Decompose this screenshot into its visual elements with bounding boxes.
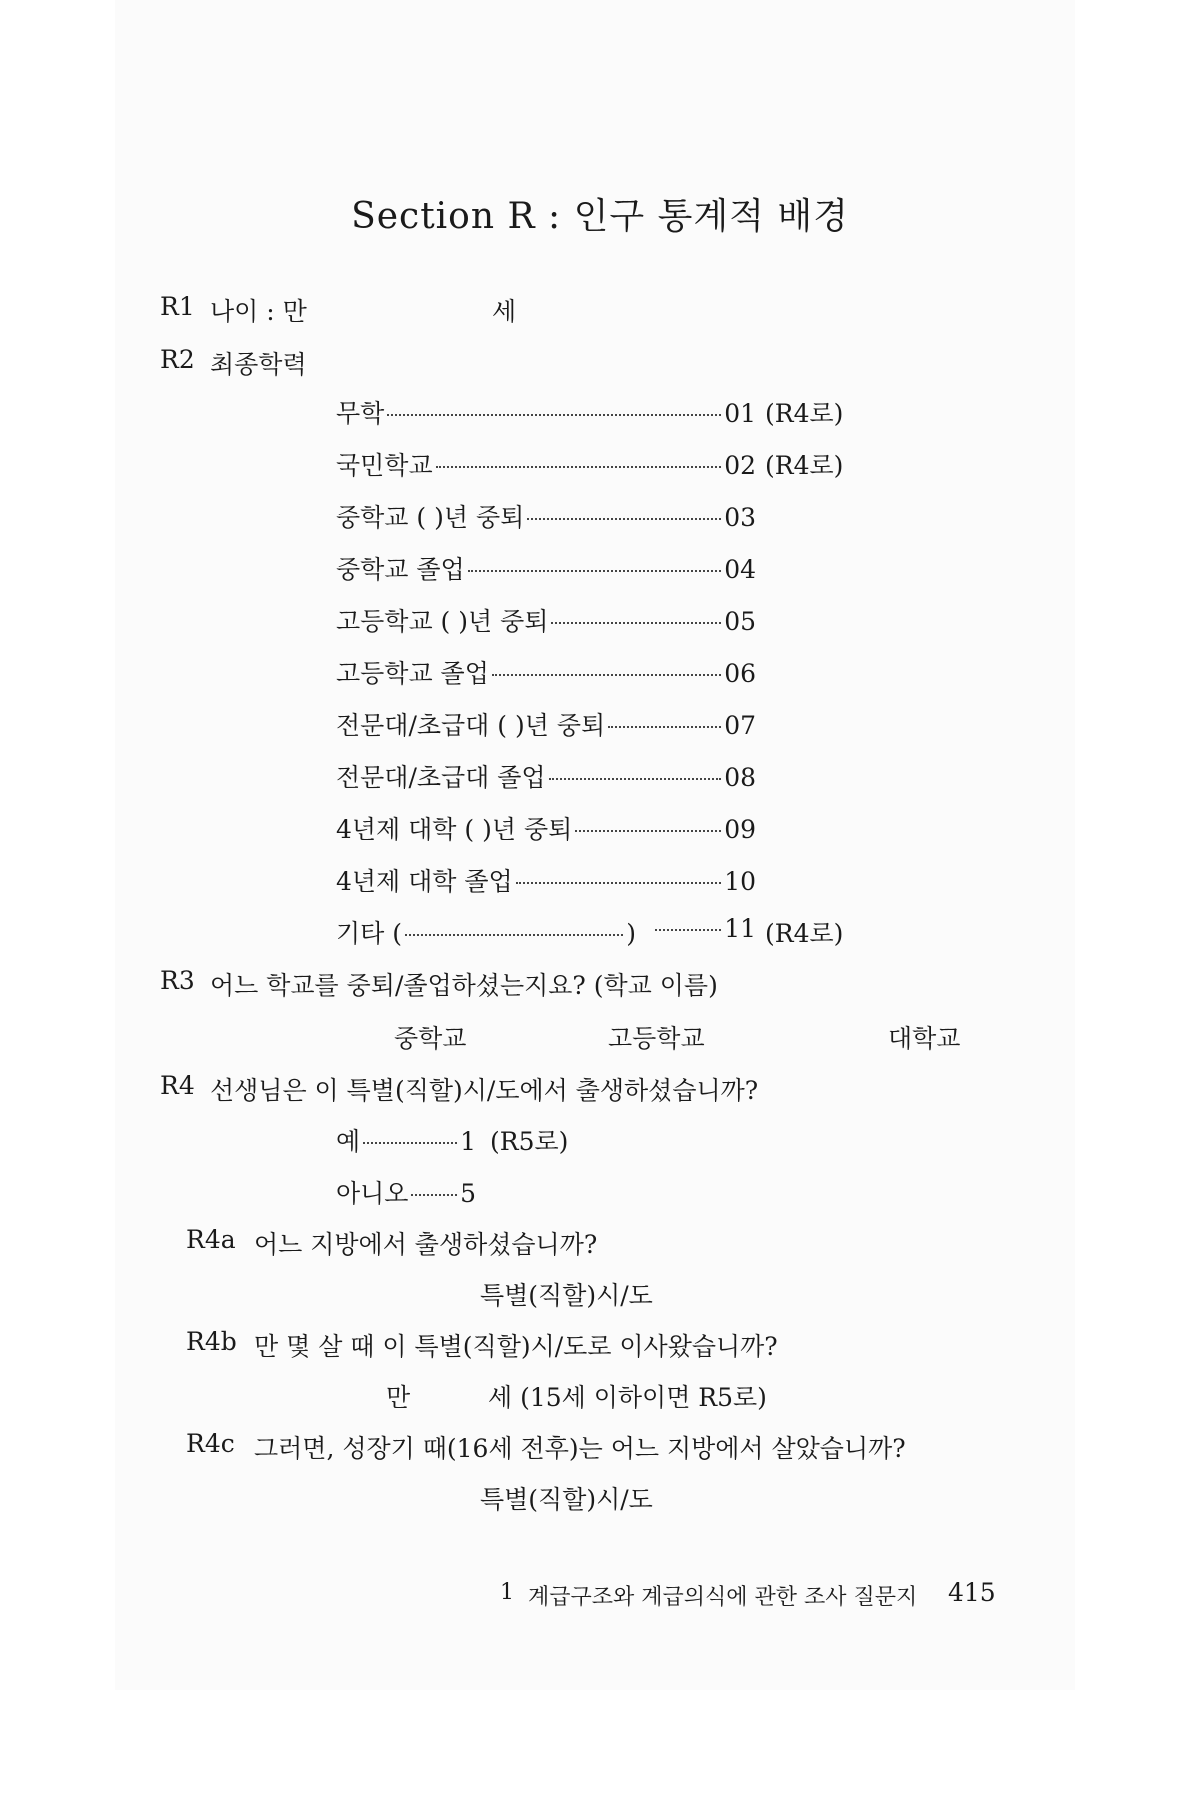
option-label: 4년제 대학 졸업 [336, 867, 513, 896]
question-r3-number: R3 [160, 966, 195, 995]
question-r4-text: 선생님은 이 특별(직할)시/도에서 출생하셨습니까? [210, 1076, 759, 1105]
r2-option-07[interactable] [336, 706, 756, 742]
leader-dots [387, 414, 721, 416]
option-label: 전문대/초급대 졸업 [336, 763, 546, 792]
r2-option-01-skip: (R4로) [765, 399, 844, 428]
page-number: 415 [948, 1578, 996, 1607]
question-r4b-number: R4b [186, 1327, 237, 1356]
footer-chapter-number: 1 [500, 1580, 514, 1605]
question-r1-text: 나이 : 만 [210, 297, 307, 326]
option-code: 5 [460, 1179, 476, 1208]
question-r4a-number: R4a [186, 1225, 236, 1254]
r2-option-06[interactable] [336, 654, 756, 690]
school-middle-label: 중학교 [394, 1024, 467, 1053]
question-r4a-text: 어느 지방에서 출생하셨습니까? [254, 1230, 598, 1259]
option-code: 03 [724, 503, 756, 532]
option-label: 전문대/초급대 ( )년 중퇴 [336, 711, 606, 740]
option-label: 기타 ( [336, 919, 403, 948]
leader-dots [436, 466, 722, 468]
r4-option-yes[interactable] [336, 1122, 476, 1158]
question-r2-number: R2 [160, 345, 195, 374]
r4c-answer-label: 특별(직할)시/도 [480, 1485, 653, 1514]
option-code: 01 [724, 399, 756, 428]
option-label: 무학 [336, 399, 385, 428]
r2-option-other[interactable] [336, 914, 636, 950]
r2-option-02-skip: (R4로) [765, 451, 844, 480]
option-label: 예 [336, 1127, 361, 1156]
leader-dots [655, 929, 721, 931]
option-label: 고등학교 졸업 [336, 659, 489, 688]
option-code: 05 [724, 607, 756, 636]
r4a-answer-label: 특별(직할)시/도 [480, 1281, 653, 1310]
option-code: 08 [724, 763, 756, 792]
r2-option-02[interactable] [336, 446, 756, 482]
section-title: Section R : 인구 통계적 배경 [351, 196, 849, 237]
school-high-label: 고등학교 [608, 1024, 705, 1053]
leader-dots [516, 882, 721, 884]
r2-option-01[interactable] [336, 394, 756, 430]
other-blank-dots [405, 934, 623, 936]
option-code: 09 [724, 815, 756, 844]
option-close-paren: ) [626, 919, 636, 948]
leader-dots [549, 778, 722, 780]
option-code: 1 [460, 1127, 476, 1156]
r2-option-09[interactable] [336, 810, 756, 846]
question-r1-number: R1 [160, 292, 195, 321]
r2-option-05[interactable] [336, 602, 756, 638]
r2-option-08[interactable] [336, 758, 756, 794]
option-label: 중학교 졸업 [336, 555, 465, 584]
question-r1-unit: 세 [492, 297, 517, 326]
option-label: 고등학교 ( )년 중퇴 [336, 607, 549, 636]
option-code: 06 [724, 659, 756, 688]
option-code: 07 [724, 711, 756, 740]
r4b-prefix-label: 만 [386, 1383, 411, 1412]
question-r4c-number: R4c [186, 1429, 235, 1458]
question-r4b-text: 만 몇 살 때 이 특별(직할)시/도로 이사왔습니까? [254, 1332, 778, 1361]
option-code: 10 [724, 867, 756, 896]
r4-option-no[interactable] [336, 1174, 476, 1210]
r2-option-other-skip: (R4로) [765, 919, 844, 948]
question-r2-text: 최종학력 [210, 350, 307, 379]
question-r4c-text: 그러면, 성장기 때(16세 전후)는 어느 지방에서 살았습니까? [254, 1434, 906, 1463]
leader-dots [608, 726, 721, 728]
option-code: 02 [724, 451, 756, 480]
option-label: 아니오 [336, 1179, 409, 1208]
leader-dots [468, 570, 721, 572]
r2-option-03[interactable] [336, 498, 756, 534]
r2-option-other-code [652, 914, 756, 943]
option-code: 04 [724, 555, 756, 584]
leader-dots [575, 830, 721, 832]
option-label: 4년제 대학 ( )년 중퇴 [336, 815, 573, 844]
option-label: 중학교 ( )년 중퇴 [336, 503, 525, 532]
leader-dots [527, 518, 721, 520]
question-r3-text: 어느 학교를 중퇴/졸업하셨는지요? (학교 이름) [210, 971, 718, 1000]
question-r4-number: R4 [160, 1071, 195, 1100]
r2-option-04[interactable] [336, 550, 756, 586]
leader-dots [492, 674, 721, 676]
leader-dots [551, 622, 721, 624]
r4b-answer-label: 세 (15세 이하이면 R5로) [488, 1383, 767, 1412]
school-college-label: 대학교 [888, 1024, 961, 1053]
r2-option-10[interactable] [336, 862, 756, 898]
option-code: 11 [724, 914, 756, 943]
option-label: 국민학교 [336, 451, 433, 480]
leader-dots [363, 1142, 457, 1144]
r4-option-yes-skip: (R5로) [490, 1127, 569, 1156]
leader-dots [411, 1194, 457, 1196]
footer-chapter-title: 계급구조와 계급의식에 관한 조사 질문지 [528, 1585, 918, 1610]
